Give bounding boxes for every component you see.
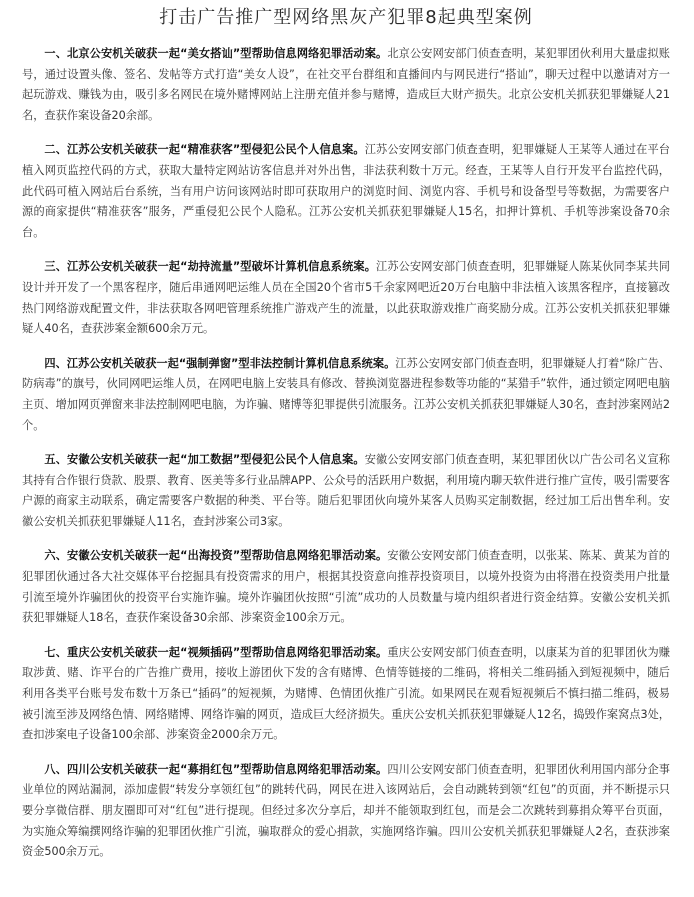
case-heading: 八、四川公安机关破获一起“募捐红包”型帮助信息网络犯罪活动案。 [44,762,388,776]
case-body: 四川公安网安部门侦查查明，犯罪团伙利用国内部分企事业单位的网站漏洞，添加虚假“转发分享领红包”的跳转代码，网民在进入该网站后，会自动跳转到领“红包”的页面，并不断提示只要分享微信群、朋友圈即可对“红包”进行提现。但经过多次分享后，却并不能领取到红包，而是会二次跳转到募捐众筹平台页面，为实施众筹编撰网络诈骗的犯罪团伙推广引流，骗取群众的爱心捐款，实施网络诈骗。四川公安机关抓获犯罪嫌疑人2名，查获涉案资金500余万元。 [22,762,670,859]
case-body: 江苏公安网安部门侦查查明，犯罪嫌疑人陈某伙同李某共同设计并开发了一个黑客程序，随后串通网吧运维人员在全国20个省市5千余家网吧近20万台电脑中非法植入该黑客程序，直接篡改热门网络游戏配置文件，非法获取各网吧管理系统推广游戏产生的流量，以此获取游戏推广商奖励分成。江苏公安机关抓获犯罪嫌疑人40名，查获涉案金额600余万元。 [22,260,670,336]
case-body: 江苏公安网安部门侦查查明，犯罪嫌疑人王某等人通过在平台植入网页监控代码的方式，获取大量特定网站访客信息并对外出售，非法获利数十万元。经查，王某等人自行开发平台监控代码，此代码可植入网站后台系统，当有用户访问该网站时即可获取用户的浏览时间、浏览内容、手机号和设备型号等数据，为需要客户源的商家提供“精准获客”服务，严重侵犯公民个人隐私。江苏公安机关抓获犯罪嫌疑人15名，扣押计算机、手机等涉案设备70余台。 [22,143,670,239]
case-paragraph-2 [22,140,670,243]
case-paragraph-5 [22,450,670,532]
case-body: 重庆公安网安部门侦查查明，以康某为首的犯罪团伙为赚取涉黄、赌、诈平台的广告推广费用，接收上游团伙下发的含有赌博、色情等链接的二维码，将相关二维码插入到短视频中，随后利用各类平台账号发布数十万条已“插码”的短视频，为赌博、色情团伙推广引流。如果网民在观看短视频后不慎扫描二维码，极易被引流至涉及网络色情、网络赌博、网络诈骗的网页，造成巨大经济损失。重庆公安机关抓获犯罪嫌疑人12名，捣毁作案窝点3处，查扣涉案电子设备100余部、涉案资金2000余万元。 [22,645,670,742]
case-paragraph-6 [22,546,670,628]
case-heading: 一、北京公安机关破获一起“美女搭讪”型帮助信息网络犯罪活动案。 [44,47,388,60]
case-paragraph-3 [22,257,670,339]
case-heading: 六、安徽公安机关破获一起“出海投资”型帮助信息网络犯罪活动案。 [44,549,388,563]
case-body: 江苏公安网安部门侦查查明，犯罪嫌疑人打着“除广告、防病毒”的旗号，伙同网吧运维人员，在网吧电脑上安装具有修改、替换浏览器进程参数等功能的“某猎手”软件，通过锁定网吧电脑主页、增加网页弹窗来非法控制网吧电脑，为诈骗、赌博等犯罪提供引流服务。江苏公安机关抓获犯罪嫌疑人30名，查封涉案网站2个。 [22,356,670,432]
case-paragraph-8 [22,760,670,863]
case-heading: 三、江苏公安机关破获一起“劫持流量”型破坏计算机信息系统案。 [44,260,377,274]
article-title: 打击广告推广型网络黑灰产犯罪8起典型案例 [159,7,533,28]
case-paragraph-7 [22,643,670,746]
case-heading: 四、江苏公安机关破获一起“强制弹窗”型非法控制计算机信息系统案。 [44,356,396,370]
case-body: 安徽公安网安部门侦查查明，某犯罪团伙以广告公司名义宣称其持有合作银行贷款、股票、教育、医美等多行业品牌APP、公众号的活跃用户数据，利用境内聊天软件进行推广宣传，吸引需要客户源的商家主动联系，确定需要客户数据的种类、平台等。随后犯罪团伙向境外某客人员购买定制数据，经过加工后出售牟利。安徽公安机关抓获犯罪嫌疑人11名，查封涉案公司3家。 [22,453,670,528]
case-body: 安徽公安网安部门侦查查明，以张某、陈某、黄某为首的犯罪团伙通过各大社交媒体平台挖掘具有投资需求的用户，根据其投资意向推荐投资项目，以境外投资为由将潜在投资类用户批量引流至境外诈骗团伙的投资平台实施诈骗。境外诈骗团伙按照“引流”成功的人员数量与境内组织者进行资金结算。安徽公安机关抓获犯罪嫌疑人18名，查获作案设备30余部、涉案资金100余万元。 [22,549,670,625]
case-heading: 七、重庆公安机关破获一起“视频插码”型帮助信息网络犯罪活动案。 [44,645,388,659]
case-paragraph-1 [22,44,670,126]
case-heading: 二、江苏公安机关破获一起“精准获客”型侵犯公民个人信息案。 [44,143,365,157]
case-body: 北京公安网安部门侦查查明，某犯罪团伙利用大量虚拟账号，通过设置头像、签名、发帖等方式打造“美女人设”，在社交平台群组和直播间内与网民进行“搭讪”，聊天过程中以邀请对方一起玩游戏、赚钱为由，吸引多名网民在境外赌博网站上注册充值并参与赌博，造成巨大财产损失。北京公安机关抓获犯罪嫌疑人21名，查获作案设备20余部。 [22,47,670,122]
case-paragraph-4 [22,354,670,436]
case-heading: 五、安徽公安机关破获一起“加工数据”型侵犯公民个人信息案。 [44,453,365,467]
